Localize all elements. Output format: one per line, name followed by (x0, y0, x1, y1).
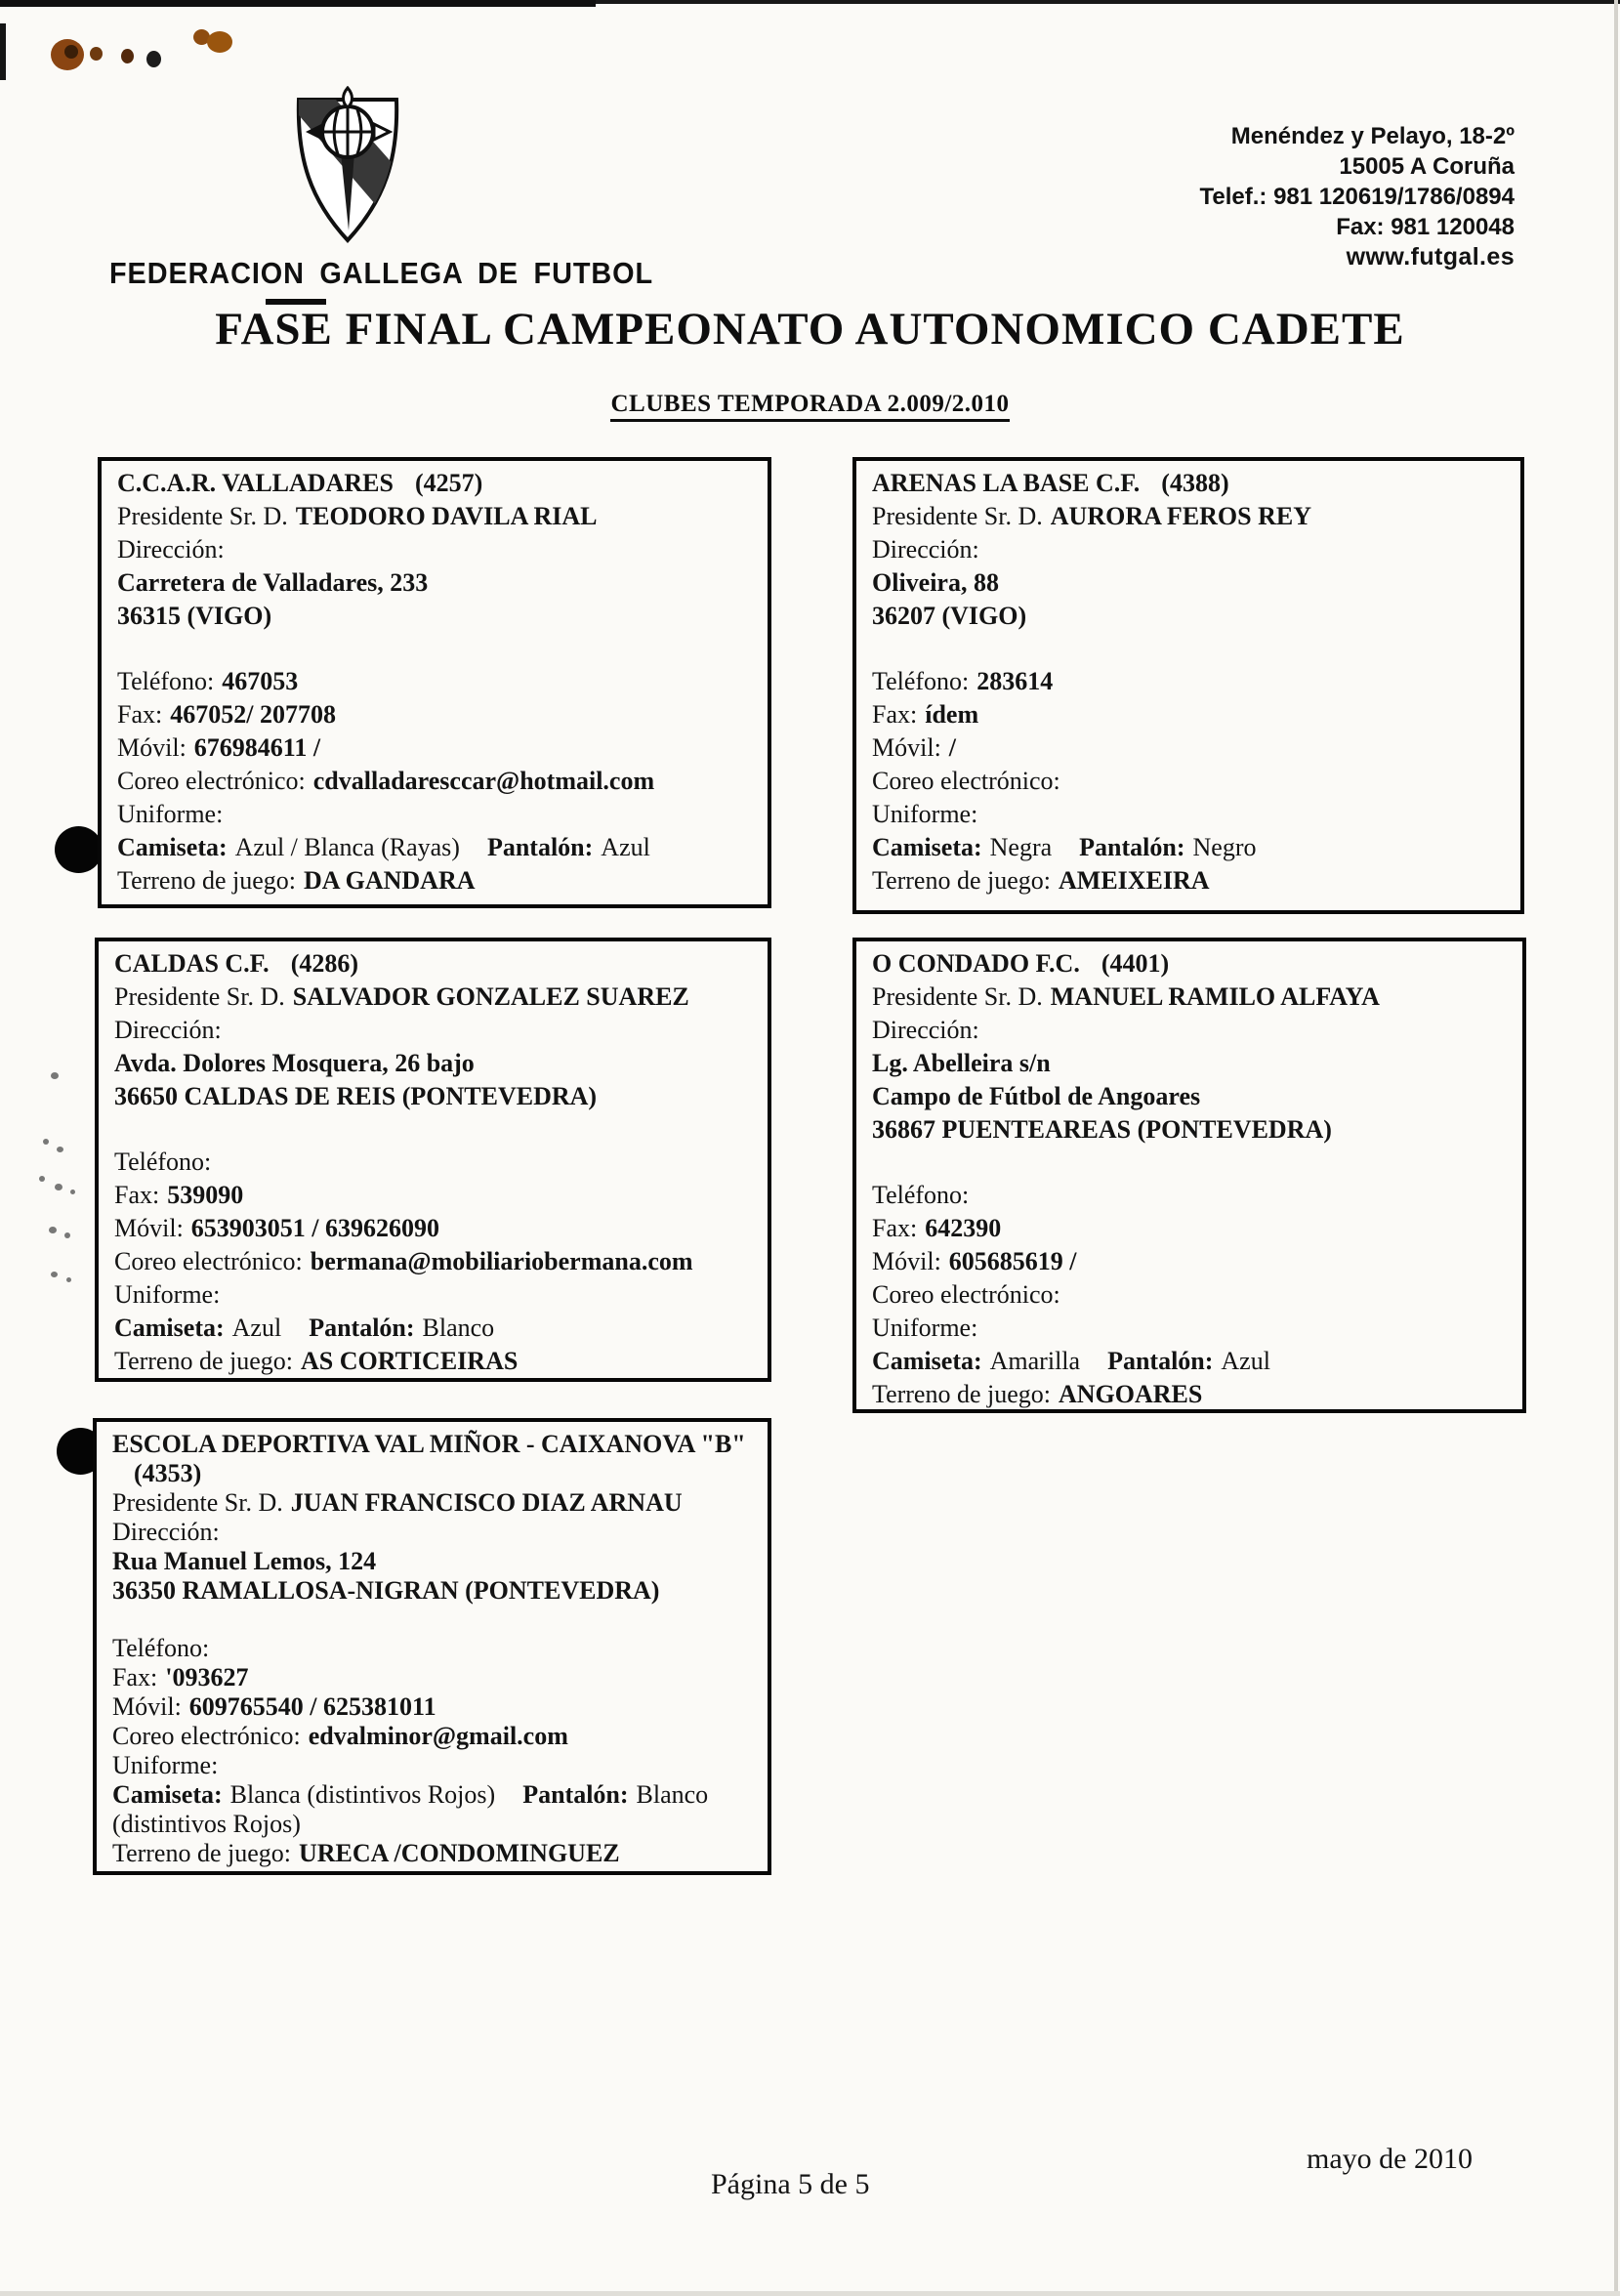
email-label: Coreo electrónico: (114, 1247, 303, 1275)
president-name: TEODORO DAVILA RIAL (295, 502, 598, 530)
uniform-label: Uniforme: (117, 800, 224, 828)
address-line: 36207 (VIGO) (872, 602, 1027, 630)
ground-line (872, 864, 1509, 898)
fax-value: ídem (925, 700, 979, 729)
address-label: Dirección: (872, 535, 979, 564)
fax-label: Fax: (117, 700, 163, 729)
club-title-line (114, 947, 756, 981)
club-name: C.C.A.R. VALLADARES (117, 469, 394, 497)
club-name: ESCOLA DEPORTIVA VAL MIÑOR - CAIXANOVA "B" (112, 1430, 746, 1458)
president-line (112, 1488, 756, 1518)
mobile-label: Móvil: (112, 1692, 182, 1721)
address-label: Dirección: (114, 1016, 222, 1044)
mobile-label: Móvil: (872, 1247, 941, 1275)
address-line: Lg. Abelleira s/n (872, 1049, 1051, 1077)
mobile-line (117, 731, 756, 765)
scan-speckle (39, 1176, 45, 1182)
email-line (114, 1245, 756, 1278)
address-line: 36650 CALDAS DE REIS (PONTEVEDRA) (114, 1082, 598, 1110)
email-label: Coreo electrónico: (872, 1280, 1060, 1309)
president-name: SALVADOR GONZALEZ SUAREZ (292, 982, 689, 1011)
ground-label: Terreno de juego: (872, 866, 1051, 895)
club-code: (4286) (290, 949, 359, 978)
phone-label: Teléfono: (872, 667, 970, 695)
club-title-line (112, 1430, 756, 1488)
shirt-label: Camiseta: (114, 1314, 225, 1342)
address-line: Campo de Fútbol de Angoares (872, 1082, 1201, 1110)
shirt-label: Camiseta: (117, 833, 228, 861)
fax-line (872, 1212, 1511, 1245)
shirt-label: Camiseta: (872, 1347, 982, 1375)
mobile-value: / (948, 733, 957, 762)
address-line: 36867 PUENTEAREAS (PONTEVEDRA) (872, 1115, 1332, 1144)
fax-value: '093627 (165, 1663, 249, 1691)
kit-line (117, 831, 756, 864)
ground-value: AS CORTICEIRAS (301, 1347, 519, 1375)
phone-label: Teléfono: (872, 1181, 970, 1209)
club-name: CALDAS C.F. (114, 949, 270, 978)
ground-line (114, 1345, 756, 1378)
phone-label: Teléfono: (117, 667, 215, 695)
fax-label: Fax: (114, 1181, 160, 1209)
scan-speckle (51, 1072, 59, 1079)
fax-line (114, 1179, 756, 1212)
ground-line (872, 1378, 1511, 1411)
organization-name: FEDERACION GALLEGA DE FUTBOL (109, 256, 654, 290)
club-name: O CONDADO F.C. (872, 949, 1080, 978)
email-label: Coreo electrónico: (112, 1722, 301, 1750)
scan-speckle (55, 1184, 62, 1190)
club-card (95, 938, 771, 1382)
mobile-line (112, 1692, 756, 1722)
ground-line (112, 1839, 756, 1868)
email-label: Coreo electrónico: (872, 767, 1060, 795)
address-label: Dirección: (112, 1518, 220, 1546)
ground-value: ANGOARES (1059, 1380, 1203, 1408)
club-card (98, 457, 771, 908)
ink-stain (121, 49, 134, 63)
fax-label: Fax: (872, 1214, 918, 1242)
president-name: AURORA FEROS REY (1050, 502, 1312, 530)
email-line (872, 1278, 1511, 1312)
uniform-label: Uniforme: (112, 1751, 219, 1779)
club-card (852, 457, 1524, 914)
scan-speckle (51, 1272, 58, 1277)
hole-punch-mark (55, 826, 103, 873)
kit-line (872, 831, 1509, 864)
contact-phone: Telef.: 981 120619/1786/0894 (1199, 184, 1515, 210)
page-indicator: Página 5 de 5 (711, 2168, 870, 2200)
phone-line (112, 1634, 756, 1663)
president-label: Presidente Sr. D. (114, 982, 285, 1011)
phone-line (114, 1146, 756, 1179)
shirt-label: Camiseta: (872, 833, 982, 861)
president-line (872, 981, 1511, 1014)
contact-address-line1: Menéndez y Pelayo, 18-2º (1230, 123, 1515, 149)
fax-value: 539090 (167, 1181, 244, 1209)
address-label: Dirección: (872, 1016, 979, 1044)
uniform-label: Uniforme: (872, 800, 978, 828)
shirt-value: Negra (989, 833, 1053, 861)
scan-speckle (43, 1139, 49, 1145)
mobile-line (114, 1212, 756, 1245)
email-line (117, 765, 756, 798)
fax-label: Fax: (112, 1663, 158, 1691)
ink-stain (146, 51, 161, 67)
kit-line (872, 1345, 1511, 1378)
president-line (114, 981, 756, 1014)
club-card (852, 938, 1526, 1413)
email-line (112, 1722, 756, 1751)
document-title: FASE FINAL CAMPEONATO AUTONOMICO CADETE (215, 304, 1405, 355)
mobile-line (872, 731, 1509, 765)
ground-label: Terreno de juego: (114, 1347, 293, 1375)
phone-label: Teléfono: (112, 1634, 210, 1662)
federation-crest-icon (279, 86, 416, 255)
kit-line (114, 1312, 756, 1345)
president-label: Presidente Sr. D. (112, 1488, 283, 1517)
shirt-value: Amarilla (989, 1347, 1081, 1375)
uniform-label: Uniforme: (114, 1280, 221, 1309)
ground-label: Terreno de juego: (112, 1839, 291, 1867)
shirt-value: Azul / Blanca (Rayas) (234, 833, 460, 861)
address-line: Oliveira, 88 (872, 568, 999, 597)
president-label: Presidente Sr. D. (117, 502, 288, 530)
scan-top-edge-dark (0, 0, 596, 7)
phone-line (117, 665, 756, 698)
shirt-label: Camiseta: (112, 1780, 223, 1809)
scan-speckle (57, 1147, 63, 1152)
mobile-label: Móvil: (872, 733, 941, 762)
uniform-label: Uniforme: (872, 1314, 978, 1342)
shorts-value: Azul (601, 833, 650, 861)
document-subtitle-wrap (0, 391, 1620, 422)
ground-label: Terreno de juego: (872, 1380, 1051, 1408)
document-date: mayo de 2010 (1307, 2143, 1473, 2175)
president-name: JUAN FRANCISCO DIAZ ARNAU (290, 1488, 683, 1517)
club-title-line (117, 467, 756, 500)
mobile-label: Móvil: (114, 1214, 184, 1242)
shorts-label: Pantalón: (522, 1780, 629, 1809)
letterhead-contact-block (1200, 121, 1515, 272)
shorts-label: Pantalón: (486, 833, 594, 861)
scan-speckle (49, 1227, 57, 1233)
fax-value: 467052/ 207708 (170, 700, 336, 729)
ground-value: DA GANDARA (304, 866, 476, 895)
shorts-value: Azul (1221, 1347, 1270, 1375)
scan-left-edge-mark (0, 23, 6, 80)
club-name: ARENAS LA BASE C.F. (872, 469, 1141, 497)
ink-stain (64, 45, 78, 59)
address-line: 36315 (VIGO) (117, 602, 272, 630)
mobile-value: 605685619 / (948, 1247, 1077, 1275)
fax-line (872, 698, 1509, 731)
club-title-line (872, 467, 1509, 500)
email-label: Coreo electrónico: (117, 767, 306, 795)
shorts-value: Negro (1192, 833, 1257, 861)
ink-stain (207, 31, 232, 53)
president-name: MANUEL RAMILO ALFAYA (1050, 982, 1380, 1011)
ground-line (117, 864, 756, 898)
shirt-value: Blanca (distintivos Rojos) (229, 1780, 496, 1809)
scan-speckle (70, 1190, 75, 1194)
president-label: Presidente Sr. D. (872, 502, 1043, 530)
shorts-value: Blanco (422, 1314, 495, 1342)
shorts-label: Pantalón: (309, 1314, 415, 1342)
mobile-label: Móvil: (117, 733, 187, 762)
ground-label: Terreno de juego: (117, 866, 296, 895)
contact-fax: Fax: 981 120048 (1336, 214, 1515, 240)
fax-label: Fax: (872, 700, 918, 729)
scan-speckle (66, 1277, 71, 1282)
scan-speckle (64, 1232, 70, 1238)
shirt-value: Azul (231, 1314, 282, 1342)
ground-value: AMEIXEIRA (1059, 866, 1210, 895)
email-value: bermana@mobiliariobermana.com (310, 1247, 693, 1275)
shorts-label: Pantalón: (1107, 1347, 1214, 1375)
president-label: Presidente Sr. D. (872, 982, 1043, 1011)
mobile-line (872, 1245, 1511, 1278)
club-code: (4401) (1101, 949, 1170, 978)
fax-line (112, 1663, 756, 1692)
shorts-value: Blanco (distintivos Rojos) (112, 1780, 709, 1838)
phone-value: 283614 (976, 667, 1054, 695)
club-code: (4388) (1161, 469, 1229, 497)
email-line (872, 765, 1509, 798)
phone-line (872, 1179, 1511, 1212)
address-line: Rua Manuel Lemos, 124 (112, 1547, 377, 1575)
mobile-value: 676984611 / (193, 733, 321, 762)
club-card (93, 1418, 771, 1875)
contact-website: www.futgal.es (1346, 243, 1515, 271)
ground-value: URECA /CONDOMINGUEZ (299, 1839, 620, 1867)
scan-bottom-edge (0, 2291, 1620, 2296)
club-code: (4257) (414, 469, 483, 497)
president-line (117, 500, 756, 533)
phone-line (872, 665, 1509, 698)
phone-label: Teléfono: (114, 1148, 212, 1176)
club-title-line (872, 947, 1511, 981)
address-line: Carretera de Valladares, 233 (117, 568, 429, 597)
ink-stain (90, 47, 103, 61)
mobile-value: 609765540 / 625381011 (188, 1692, 436, 1721)
president-line (872, 500, 1509, 533)
fax-value: 642390 (925, 1214, 1002, 1242)
mobile-value: 653903051 / 639626090 (190, 1214, 440, 1242)
kit-line (112, 1780, 756, 1839)
fax-line (117, 698, 756, 731)
address-label: Dirección: (117, 535, 225, 564)
club-code: (4353) (134, 1459, 202, 1487)
email-value: cdvalladaresccar@hotmail.com (312, 767, 655, 795)
contact-address-line2: 15005 A Coruña (1339, 153, 1515, 180)
phone-value: 467053 (222, 667, 299, 695)
address-line: Avda. Dolores Mosquera, 26 bajo (114, 1049, 475, 1077)
document-subtitle: CLUBES TEMPORADA 2.009/2.010 (610, 391, 1009, 422)
email-value: edvalminor@gmail.com (308, 1722, 568, 1750)
shorts-label: Pantalón: (1079, 833, 1185, 861)
address-line: 36350 RAMALLOSA-NIGRAN (PONTEVEDRA) (112, 1576, 660, 1605)
